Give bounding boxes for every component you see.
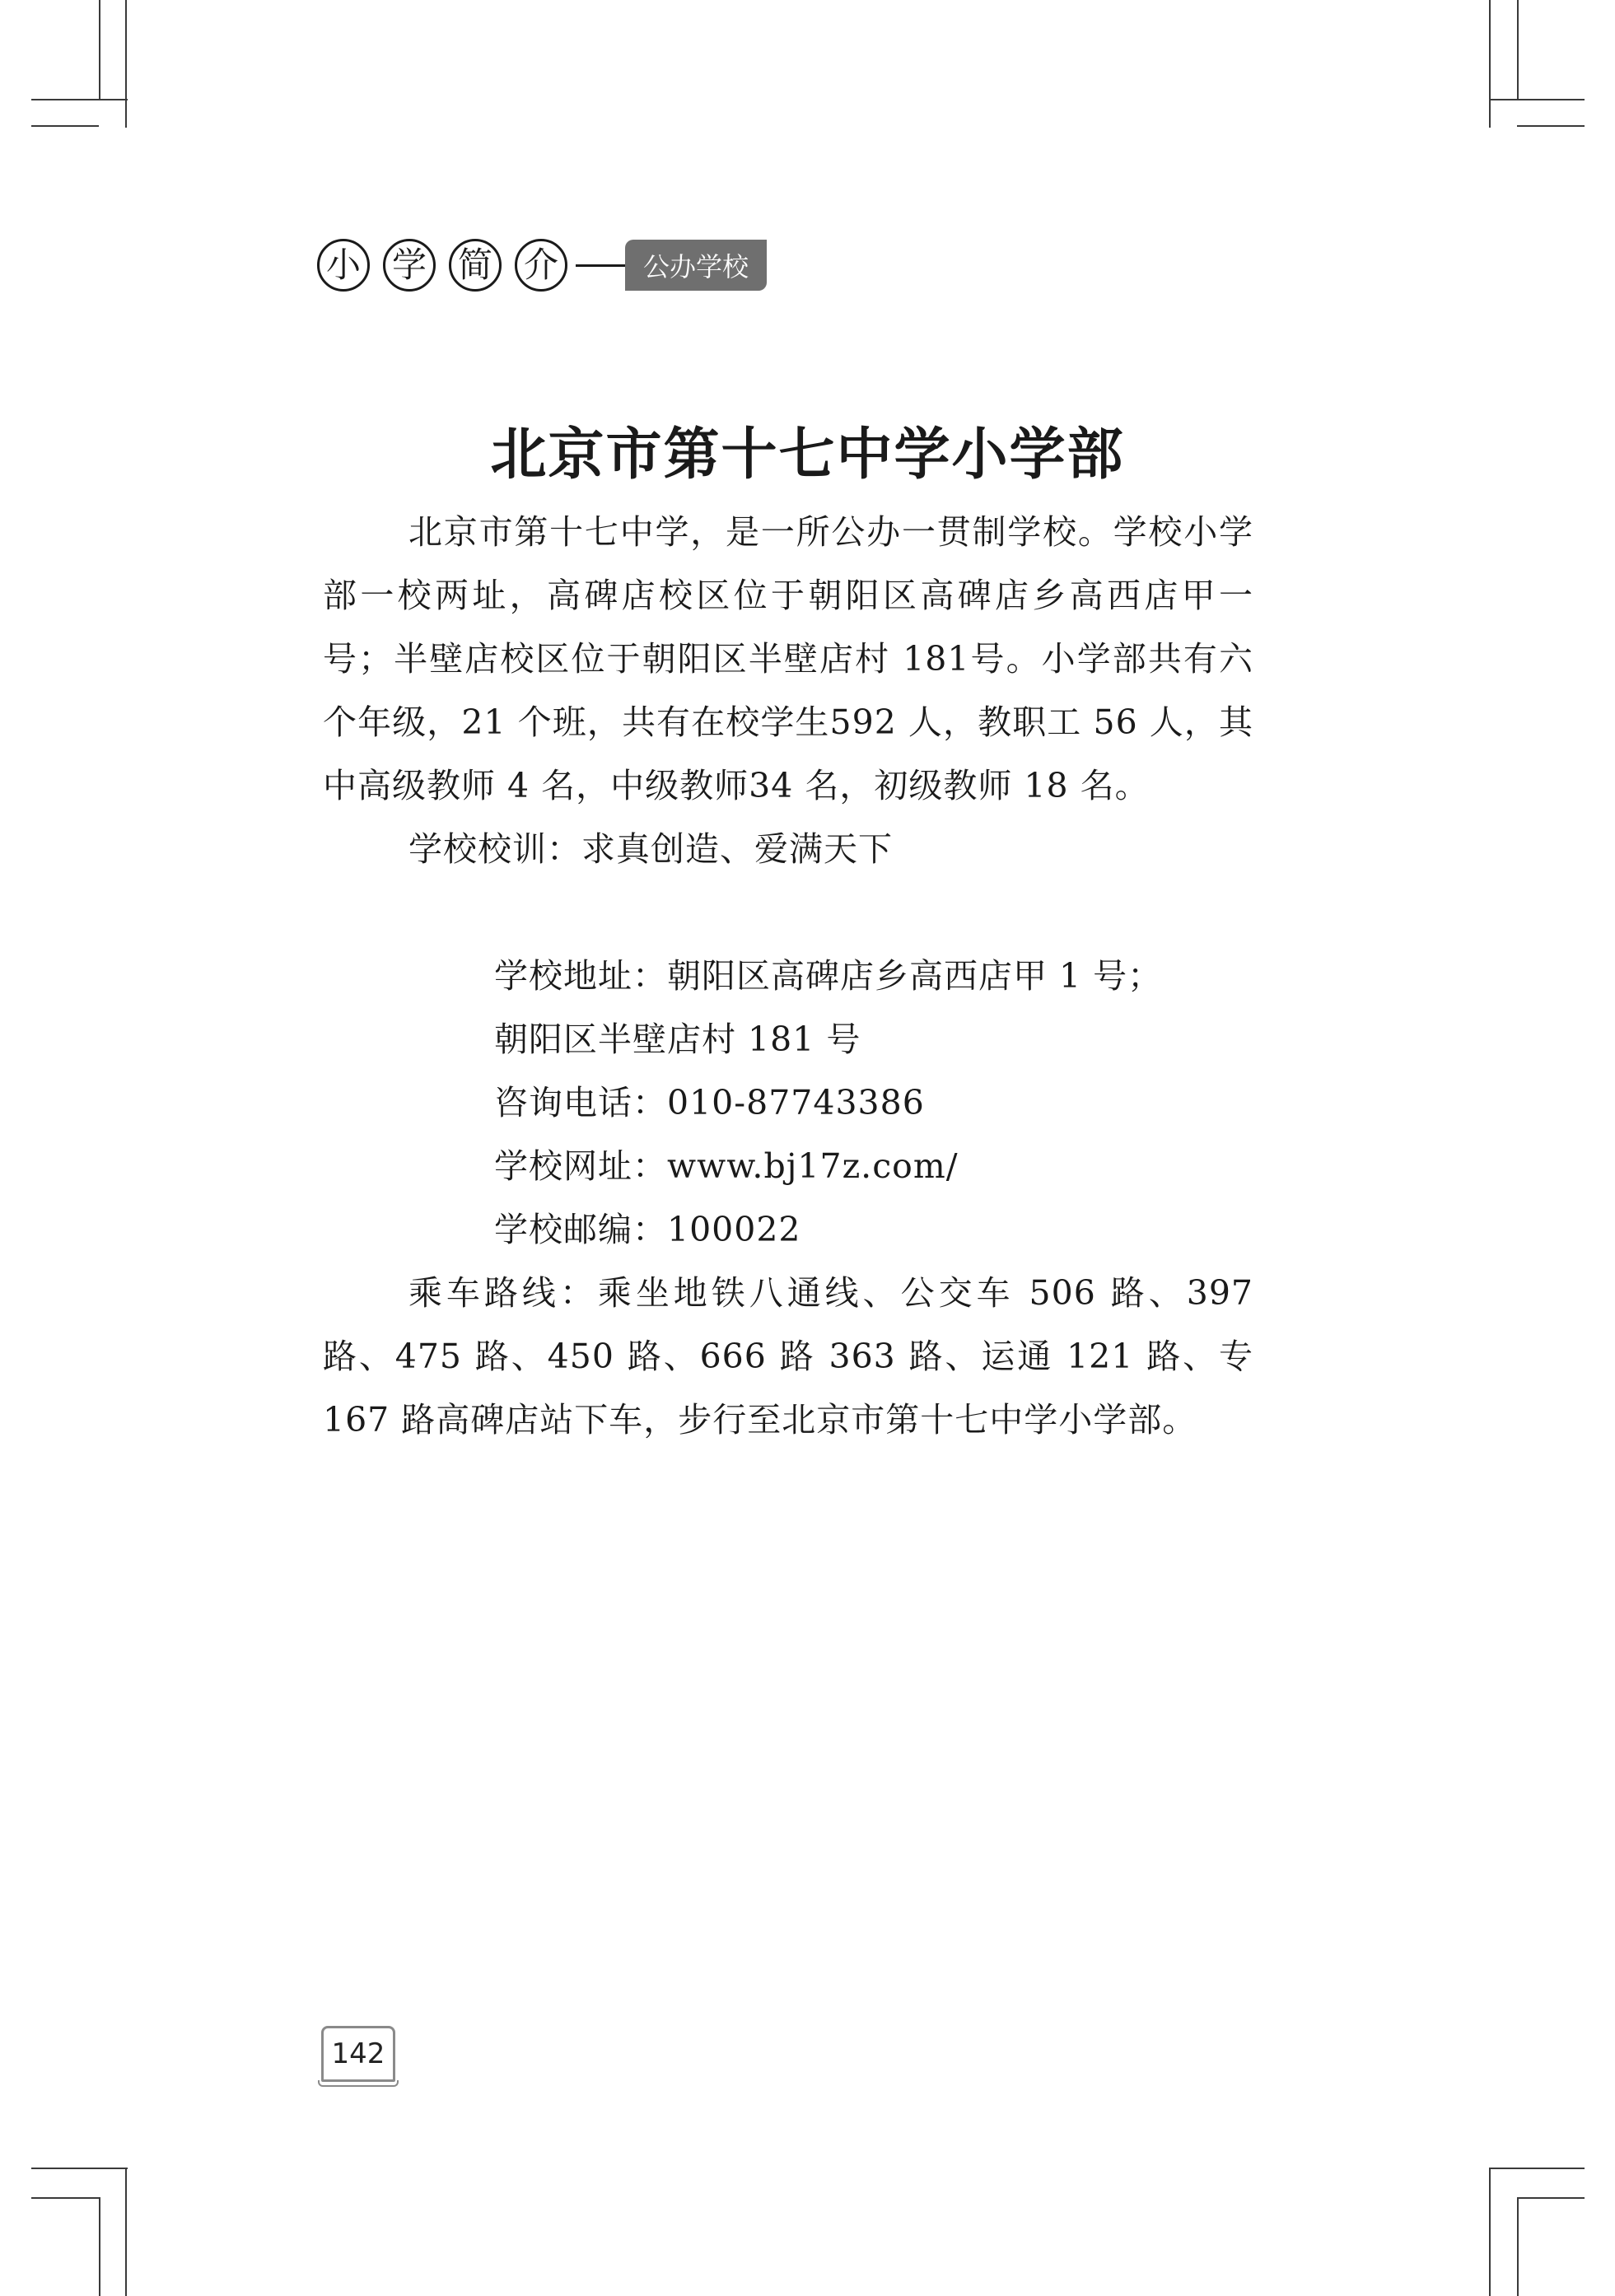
page-number-book-icon [318,2080,399,2087]
section-char-4: 介 [515,239,567,292]
header-connector-line [576,264,625,267]
category-tag: 公办学校 [625,240,767,291]
crop-mark [1489,99,1585,100]
motto-paragraph: 学校校训：求真创造、爱满天下 [408,829,893,869]
crop-mark [1489,2168,1585,2169]
crop-mark [31,2197,99,2199]
section-char-3: 简 [449,239,502,292]
postcode-line: 学校邮编：100022 [494,1210,801,1249]
section-header [317,237,767,293]
crop-mark [125,0,127,128]
address-line-2: 朝阳区半壁店村 181 号 [494,1020,861,1059]
crop-mark [1489,2168,1491,2296]
crop-mark [31,2168,128,2169]
page-title: 北京市第十七中学小学部 [490,422,1125,488]
crop-mark [125,2168,127,2296]
section-char-1: 小 [317,239,370,292]
crop-mark [99,0,100,99]
crop-mark [1489,0,1491,128]
school-info [323,945,1253,1452]
article-body [323,501,1253,1452]
crop-mark [1517,2197,1585,2199]
crop-mark [1517,125,1585,127]
phone-line: 咨询电话：010-87743386 [494,1083,925,1122]
section-char-2: 学 [383,239,436,292]
crop-mark [1517,2197,1519,2296]
crop-mark [1517,0,1519,99]
crop-mark [31,125,99,127]
crop-mark [99,2197,100,2296]
route-paragraph: 乘车路线：乘坐地铁八通线、公交车 506 路、397 路、475 路、450 路、666 路 363 路、运通 121 路、专 167 路高碑店站下车，步行至北京市第十七中学小学部。 [323,1273,1253,1440]
intro-paragraph: 北京市第十七中学，是一所公办一贯制学校。学校小学部一校两址，高碑店校区位于朝阳区高碑店乡高西店甲一号；半壁店校区位于朝阳区半壁店村 181号。小学部共有六个年级，21 个班，共有在校学生592 人，教职工 56 人，其中高级教师 4 名，中级教师34 名，初级教师 18 名。 [323,512,1253,805]
page-number: 142 [321,2026,395,2082]
crop-mark [31,99,128,100]
website-line: 学校网址：www.bj17z.com/ [494,1146,959,1186]
address-line-1: 学校地址：朝阳区高碑店乡高西店甲 1 号； [494,956,1163,996]
spacer [323,881,1253,945]
